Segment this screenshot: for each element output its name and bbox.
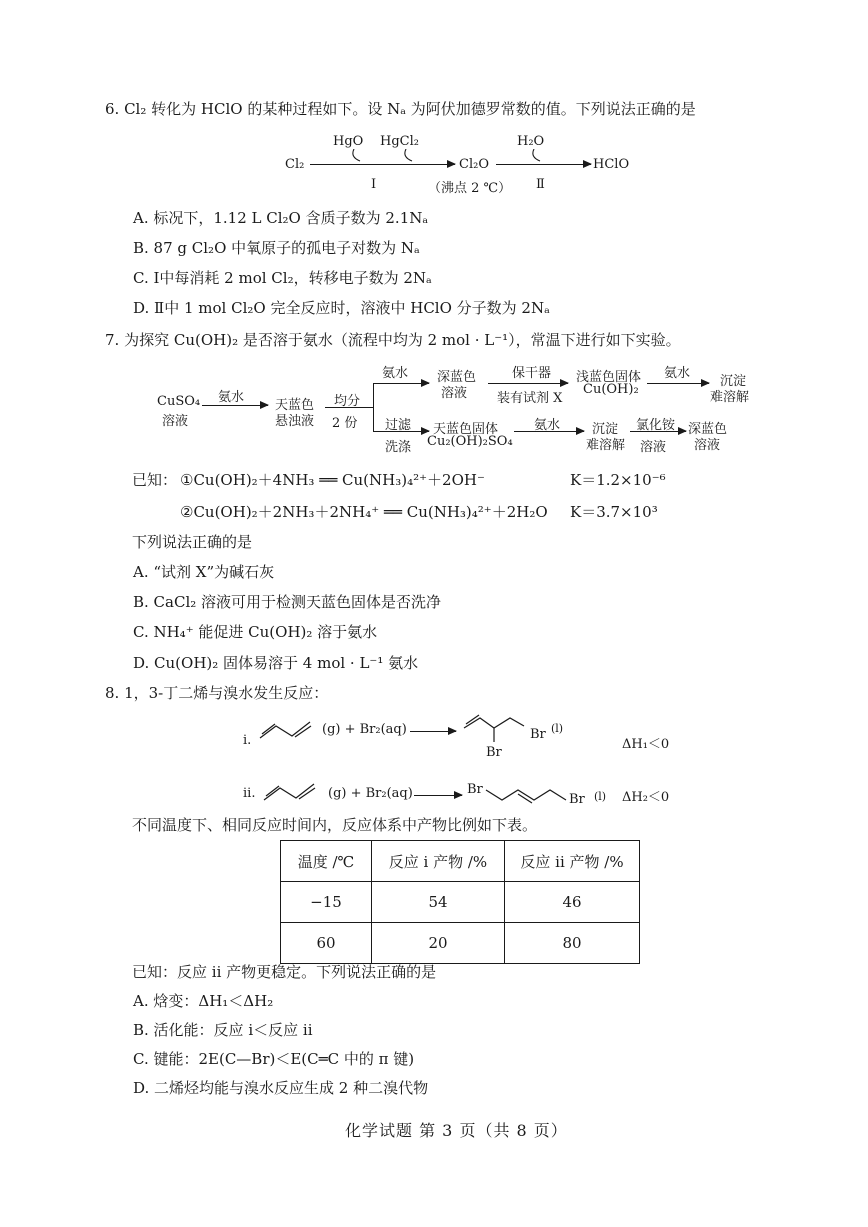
flow-down-a3-bottom: 溶液 (640, 440, 667, 455)
q6-option-a: A. 标况下，1.12 L Cl₂O 含质子数为 2.1Nₐ (133, 209, 429, 227)
flow-n1-1: 天蓝色 (275, 398, 315, 413)
flow-split-top: 均分 (334, 394, 361, 409)
q6-product: HClO (593, 157, 630, 172)
flow-up-a2-bottom: 装有试剂 X (497, 391, 563, 406)
flow-down-n1-2: Cu₂(OH)₂SO₄ (427, 434, 513, 449)
flow-down-reagent-bottom: 洗涤 (385, 440, 412, 455)
flow-up-n1-2: 溶液 (441, 386, 468, 401)
flow-down-arrow-1 (373, 431, 429, 432)
q7-question: 下列说法正确的是 (132, 533, 253, 551)
r1-reactant: (g) + Br₂(aq) (322, 722, 407, 737)
table-cell: 60 (281, 923, 372, 964)
q8-option-b: B. 活化能：反应 i＜反应 ii (133, 1021, 313, 1039)
q6-reagent-hgo: HgO (333, 134, 364, 149)
q7-known-eq1: ①Cu(OH)₂＋4NH₃ ══ Cu(NH₃)₄²⁺＋2OH⁻ (180, 471, 485, 489)
flow-up-n1-1: 深蓝色 (437, 370, 477, 385)
q6-boiling-note: （沸点 2 ℃） (428, 181, 512, 196)
r2-product-structure (484, 782, 574, 808)
r1-phase: (l) (551, 722, 564, 735)
q7-k1: K＝1.2×10⁻⁶ (570, 471, 666, 489)
r1-butadiene-structure (258, 718, 324, 740)
flow-start-1: CuSO₄ (157, 394, 201, 409)
q6-option-c: C. Ⅰ中每消耗 2 mol Cl₂，转移电子数为 2Nₐ (133, 269, 432, 287)
q6-intermediate: Cl₂O (459, 157, 489, 172)
flow-down-n1-1: 天蓝色固体 (433, 422, 499, 437)
question-6-stem: 6. Cl₂ 转化为 HClO 的某种过程如下。设 Nₐ 为阿伏加德罗常数的值。下列说法正确的是 (105, 100, 696, 118)
flow-up-arrow-2 (488, 383, 568, 384)
q6-arrow-1 (310, 164, 455, 165)
flow-down-n3-2: 溶液 (694, 438, 721, 453)
flow-up-n2-2: Cu(OH)₂ (583, 382, 639, 397)
q7-option-d: D. Cu(OH)₂ 固体易溶于 4 mol · L⁻¹ 氨水 (133, 654, 419, 672)
r1-arrow (410, 731, 456, 732)
table-cell: −15 (281, 882, 372, 923)
r2-dh: ΔH₂＜0 (622, 790, 670, 805)
q7-option-a: A. “试剂 X”为碱石灰 (133, 563, 275, 581)
r2-arrow (414, 795, 462, 796)
q6-reagent-water: H₂O (517, 134, 545, 149)
q7-option-c: C. NH₄⁺ 能促进 Cu(OH)₂ 溶于氨水 (133, 623, 378, 641)
flow-down-a3-top: 氯化铵 (636, 418, 676, 433)
q6-reagent-hgcl2: HgCl₂ (380, 134, 419, 149)
table-header-cell: 温度 /℃ (281, 841, 372, 882)
r2-br-1: Br (467, 782, 483, 797)
flow-down-arrow-2 (514, 431, 584, 432)
flow-start-2: 溶液 (162, 414, 189, 429)
r2-butadiene-structure (262, 780, 328, 802)
table-cell: 54 (372, 882, 505, 923)
flow-up-n2-1: 浅蓝色固体 (576, 370, 642, 385)
flow-split-bottom: 2 份 (332, 416, 358, 431)
q7-known-label: 已知： (132, 471, 178, 489)
table-cell: 80 (505, 923, 640, 964)
q8-option-d: D. 二烯烃均能与溴水反应生成 2 种二溴代物 (133, 1079, 429, 1097)
r2-reactant: (g) + Br₂(aq) (328, 786, 413, 801)
flow-up-a2-top: 保干器 (512, 366, 552, 381)
flow-up-n3-2: 难溶解 (710, 390, 750, 405)
flow-down-a2: 氨水 (534, 418, 561, 433)
flow-up-arrow-3 (647, 383, 709, 384)
flow-arrow-1 (202, 405, 268, 406)
page-footer: 化学试题 第 3 页（共 8 页） (345, 1121, 568, 1140)
flow-up-arrow-1 (373, 383, 429, 384)
q8-option-c: C. 键能：2E(C—Br)＜E(C═C 中的 π 键) (133, 1050, 415, 1068)
question-8-stem: 8. 1，3-丁二烯与溴水发生反应： (105, 684, 329, 702)
flow-down-n2-1: 沉淀 (592, 422, 619, 437)
product-ratio-table (280, 840, 640, 964)
r2-br-2: Br (569, 792, 585, 807)
q6-option-d: D. Ⅱ中 1 mol Cl₂O 完全反应时，溶液中 HClO 分子数为 2Nₐ (133, 299, 550, 317)
q8-known: 已知：反应 ii 产物更稳定。下列说法正确的是 (132, 963, 437, 981)
table-cell: 46 (505, 882, 640, 923)
r2-phase: (l) (594, 790, 607, 803)
flow-down-reagent-top: 过滤 (385, 418, 412, 433)
table-row (281, 882, 640, 923)
q6-start: Cl₂ (285, 157, 305, 172)
r1-label: i. (243, 733, 252, 748)
question-7-stem: 7. 为探究 Cu(OH)₂ 是否溶于氨水（流程中均为 2 mol · L⁻¹），常温下进行如下实验。 (105, 331, 681, 349)
flow-up-n3-1: 沉淀 (720, 374, 747, 389)
r2-label: ii. (243, 786, 256, 801)
table-header-row (281, 841, 640, 882)
flow-split-line (325, 407, 373, 408)
q6-arrow-2 (496, 164, 591, 165)
q8-option-a: A. 焓变：ΔH₁＜ΔH₂ (133, 992, 274, 1010)
q6-option-b: B. 87 g Cl₂O 中氧原子的孤电子对数为 Nₐ (133, 239, 420, 257)
q6-reagent-curves (340, 149, 380, 161)
flow-up-a3: 氨水 (664, 366, 691, 381)
flow-down-arrow-3 (630, 431, 686, 432)
flow-n1-2: 悬浊液 (275, 414, 315, 429)
q7-k2: K＝3.7×10³ (570, 503, 658, 521)
flow-down-n2-2: 难溶解 (586, 438, 626, 453)
r1-br-2: Br (486, 745, 502, 760)
flow-up-reagent: 氨水 (382, 366, 409, 381)
q7-known-eq2: ②Cu(OH)₂＋2NH₃＋2NH₄⁺ ══ Cu(NH₃)₄²⁺＋2H₂O (180, 503, 548, 521)
table-row (281, 923, 640, 964)
q7-option-b: B. CaCl₂ 溶液可用于检测天蓝色固体是否洗净 (133, 593, 442, 611)
r1-br-1: Br (530, 727, 546, 742)
flow-a1-label: 氨水 (218, 390, 245, 405)
flow-down-n3-1: 深蓝色 (688, 422, 728, 437)
q6-step-2-label: Ⅱ (536, 177, 545, 192)
q6-step-1-label: Ⅰ (371, 177, 377, 192)
table-cell: 20 (372, 923, 505, 964)
flow-branch-vertical (373, 383, 374, 431)
table-header-cell: 反应 ii 产物 /% (505, 841, 640, 882)
table-header-cell: 反应 i 产物 /% (372, 841, 505, 882)
q8-table-intro: 不同温度下、相同反应时间内，反应体系中产物比例如下表。 (132, 816, 538, 834)
r1-dh: ΔH₁＜0 (622, 737, 670, 752)
